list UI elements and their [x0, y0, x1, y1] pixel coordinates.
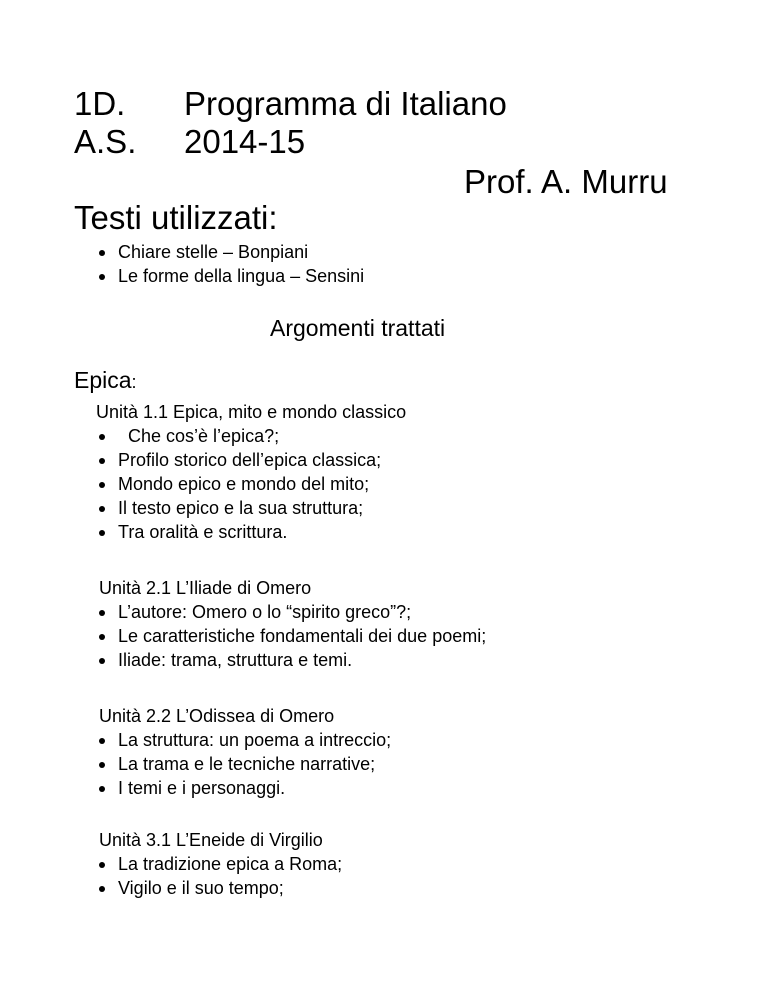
list-item: L’autore: Omero o lo “spirito greco”?;	[96, 600, 486, 624]
unit-title: Unità 3.1 L’Eneide di Virgilio	[99, 830, 323, 850]
unit-title: Unità 1.1 Epica, mito e mondo classico	[96, 402, 407, 422]
list-item: Tra oralità e scrittura.	[96, 520, 381, 544]
unit-items	[96, 424, 381, 544]
school-year: 2014-15	[184, 123, 306, 160]
class-label: 1D.	[74, 85, 126, 122]
list-item: I temi e i personaggi.	[96, 776, 391, 800]
unit-items	[96, 852, 342, 900]
unit-title: Unità 2.2 L’Odissea di Omero	[99, 706, 335, 726]
year-label: A.S.	[74, 123, 137, 160]
list-item: Vigilo e il suo tempo;	[96, 876, 342, 900]
list-item: Le forme della lingua – Sensini	[96, 264, 364, 288]
list-item: Chiare stelle – Bonpiani	[96, 240, 364, 264]
unit-items	[96, 728, 391, 800]
list-item: La struttura: un poema a intreccio;	[96, 728, 391, 752]
unit-items	[96, 600, 486, 672]
document-title: Programma di Italiano	[184, 85, 507, 122]
list-item: Iliade: trama, struttura e temi.	[96, 648, 486, 672]
epica-heading	[74, 366, 137, 396]
year-line	[74, 123, 305, 161]
teacher-name: Prof. A. Murru	[464, 163, 668, 200]
title-line	[74, 85, 507, 123]
texts-list	[96, 240, 364, 288]
list-item: Le caratteristiche fondamentali dei due poemi;	[96, 624, 486, 648]
texts-heading: Testi utilizzati:	[74, 199, 278, 236]
topics-heading: Argomenti trattati	[270, 315, 446, 341]
list-item: La trama e le tecniche narrative;	[96, 752, 391, 776]
epica-heading-colon: :	[131, 372, 137, 392]
list-item: Che cos’è l’epica?;	[96, 424, 381, 448]
list-item: Profilo storico dell’epica classica;	[96, 448, 381, 472]
list-item: Il testo epico e la sua struttura;	[96, 496, 381, 520]
list-item: La tradizione epica a Roma;	[96, 852, 342, 876]
list-item: Mondo epico e mondo del mito;	[96, 472, 381, 496]
unit-title: Unità 2.1 L’Iliade di Omero	[99, 578, 312, 598]
epica-heading-text: Epica	[74, 367, 132, 393]
